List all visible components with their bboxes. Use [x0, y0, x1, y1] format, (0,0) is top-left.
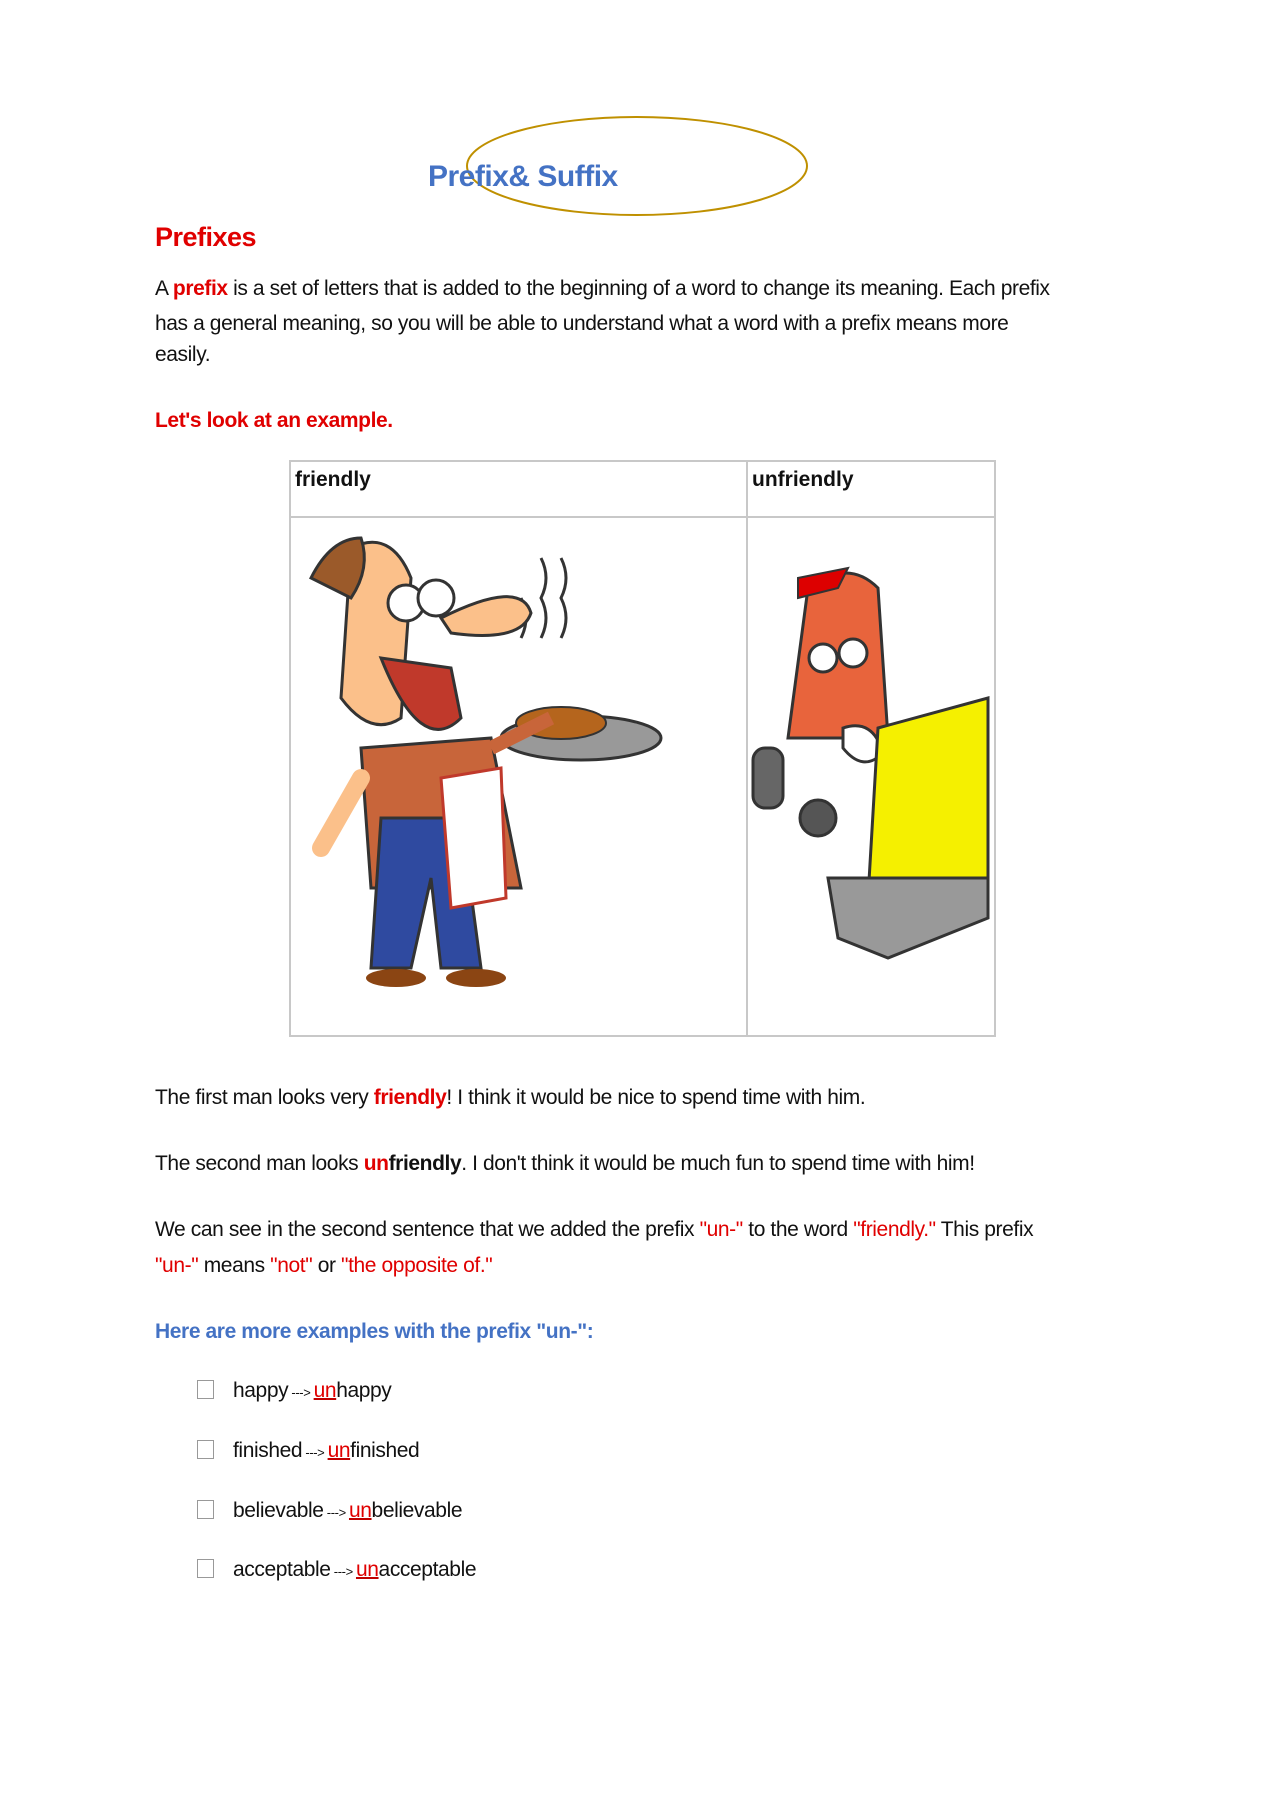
- sentence-friendly: [155, 1085, 865, 1111]
- prefix: un: [327, 1439, 351, 1462]
- checkbox-icon: [197, 1559, 214, 1578]
- text: to the word: [742, 1218, 854, 1241]
- example-table: [289, 460, 996, 1037]
- prefix: un: [313, 1379, 337, 1402]
- prefix: un: [348, 1499, 372, 1522]
- example-heading: Let's look at an example.: [155, 409, 393, 432]
- arrow: --->: [330, 1564, 356, 1579]
- sentence-unfriendly: [155, 1151, 975, 1177]
- table-header-friendly: friendly: [290, 461, 747, 517]
- quoted: "friendly.": [853, 1218, 936, 1241]
- checkbox-icon: [197, 1500, 214, 1519]
- text: is a set of letters that is added to the beginning of a word to change its meaning. Each prefix: [227, 277, 1050, 300]
- text: finished: [350, 1439, 420, 1462]
- intro-line-1: [155, 276, 1050, 302]
- text: ! I think it would be nice to spend time with him.: [446, 1086, 866, 1109]
- text: acceptable: [378, 1558, 477, 1581]
- intro-line-2: has a general meaning, so you will be able to understand what a word with a prefix means more: [155, 312, 1009, 335]
- list-item: [233, 1498, 462, 1526]
- explanation-line-1: [155, 1217, 1033, 1243]
- text: or: [312, 1254, 342, 1277]
- checkbox-icon: [197, 1380, 214, 1399]
- text: means: [198, 1254, 271, 1277]
- text: believable: [233, 1499, 324, 1522]
- intro-line-3: easily.: [155, 343, 211, 366]
- list-item: [233, 1557, 476, 1585]
- text: . I don't think it would be much fun to spend time with him!: [461, 1152, 975, 1175]
- more-examples-heading: [155, 1319, 593, 1345]
- prefix-term: prefix: [172, 277, 228, 300]
- text: We can see in the second sentence that we added the prefix: [155, 1218, 700, 1241]
- quoted: "the opposite of.": [341, 1254, 493, 1277]
- friendly-man-image: [290, 517, 747, 1036]
- text: Here are more examples with the prefix: [155, 1320, 537, 1343]
- list-item: [233, 1438, 419, 1466]
- text: happy: [233, 1379, 289, 1402]
- text: This prefix: [935, 1218, 1034, 1241]
- highlight-prefix: un: [363, 1152, 389, 1175]
- text: The first man looks very: [155, 1086, 374, 1109]
- text: A: [155, 277, 173, 300]
- highlight-word: friendly: [388, 1152, 462, 1175]
- quoted: "un-": [699, 1218, 743, 1241]
- text: believable: [371, 1499, 463, 1522]
- quoted: "un-": [155, 1254, 199, 1277]
- explanation-line-2: [155, 1253, 492, 1279]
- arrow: --->: [323, 1505, 349, 1520]
- section-heading: Prefixes: [155, 222, 257, 252]
- text: finished: [233, 1439, 303, 1462]
- unfriendly-man-image: [747, 517, 995, 1036]
- checkbox-icon: [197, 1440, 214, 1459]
- table-header-unfriendly: unfriendly: [747, 461, 995, 517]
- page-title: Prefix& Suffix: [428, 160, 618, 193]
- prefix: un: [355, 1558, 379, 1581]
- text: The second man looks: [155, 1152, 364, 1175]
- arrow: --->: [288, 1385, 314, 1400]
- arrow: --->: [302, 1445, 328, 1460]
- list-item: [233, 1378, 391, 1406]
- text: acceptable: [233, 1558, 331, 1581]
- quoted: "not": [270, 1254, 313, 1277]
- quoted: "un-":: [536, 1320, 594, 1343]
- text: happy: [336, 1379, 392, 1402]
- highlight-word: friendly: [373, 1086, 447, 1109]
